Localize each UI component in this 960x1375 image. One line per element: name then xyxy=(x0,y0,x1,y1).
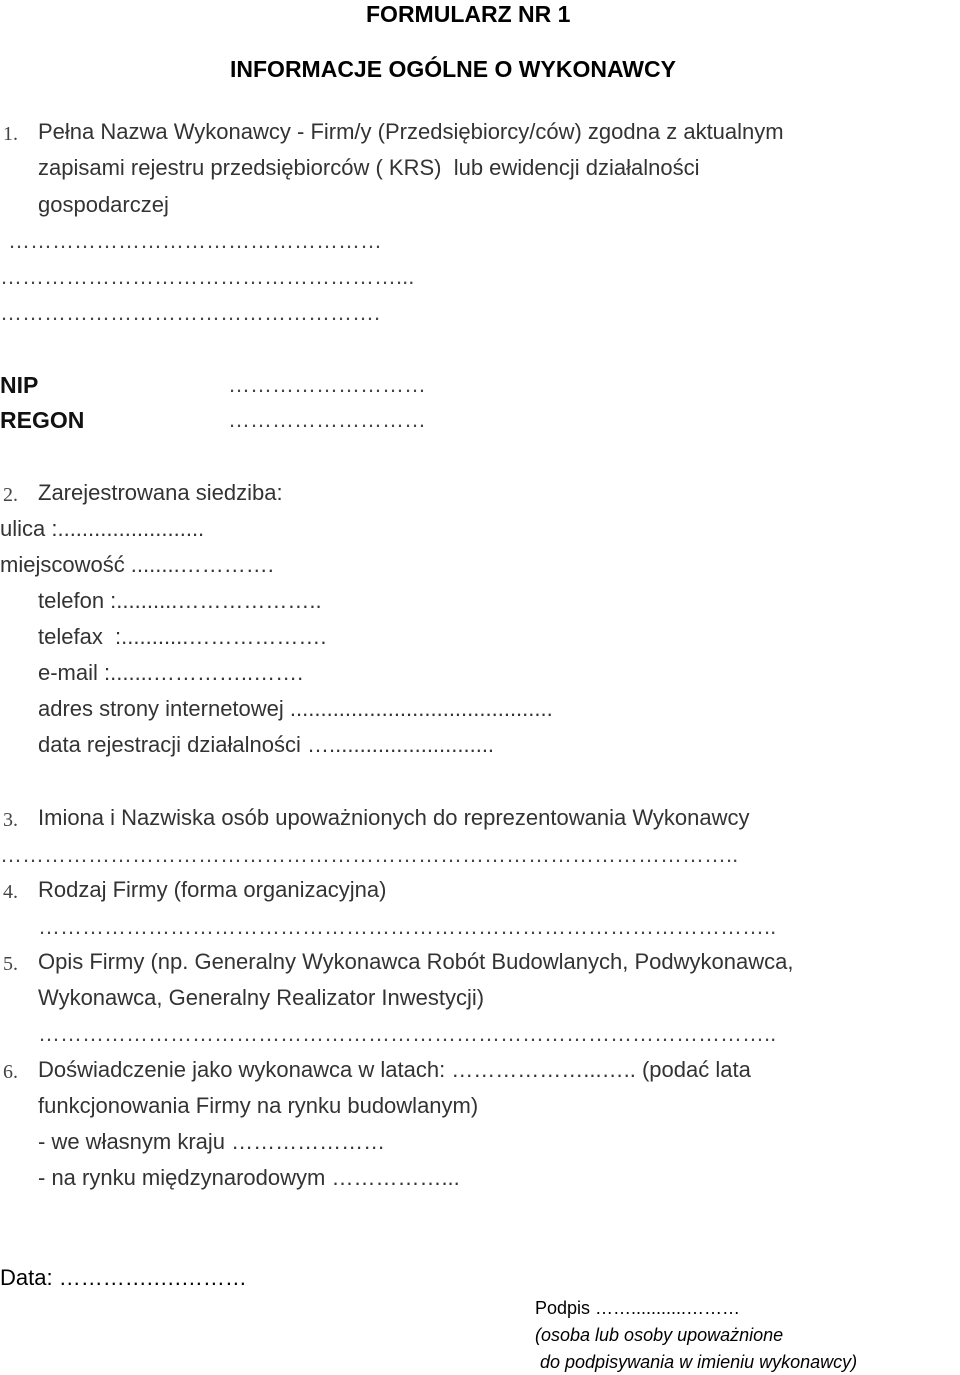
section-4-number: 4. xyxy=(3,881,18,903)
section-3-number: 3. xyxy=(3,809,18,831)
company-name-field-2[interactable]: ………………………………………………... xyxy=(0,264,415,289)
street-field[interactable]: ulica :........................ xyxy=(0,516,205,541)
international-experience-field[interactable]: - na rynku międzynarodowym ……………... xyxy=(38,1165,460,1190)
date-field[interactable]: Data: ………….….……… xyxy=(0,1265,247,1290)
section-6-number: 6. xyxy=(3,1061,18,1083)
company-name-field-1[interactable]: …………………………………………… xyxy=(8,228,382,253)
section-1-line-1: Pełna Nazwa Wykonawcy - Firm/y (Przedsiębiorcy/ców) zgodna z aktualnym xyxy=(38,119,784,144)
form-subtitle: INFORMACJE OGÓLNE O WYKONAWCY xyxy=(230,56,676,82)
nip-field[interactable]: ……………………… xyxy=(228,372,426,397)
registration-date-field[interactable]: data rejestracji działalności …........................... xyxy=(38,732,495,757)
signature-note-line-2: do podpisywania w imieniu wykonawcy) xyxy=(540,1352,858,1372)
regon-field[interactable]: ……………………… xyxy=(228,407,426,432)
section-3-title: Imiona i Nazwiska osób upoważnionych do reprezentowania Wykonawcy xyxy=(38,805,750,830)
signature-field[interactable]: Podpis ……...........……… xyxy=(535,1298,741,1318)
section-6-line-2: funkcjonowania Firmy na rynku budowlanym) xyxy=(38,1093,479,1118)
form-title: FORMULARZ NR 1 xyxy=(366,1,571,27)
regon-label: REGON xyxy=(0,407,85,433)
section-2-number: 2. xyxy=(3,484,18,506)
section-2-title: Zarejestrowana siedziba: xyxy=(38,480,283,505)
section-5-line-2: Wykonawca, Generalny Realizator Inwestycji) xyxy=(38,985,485,1010)
domestic-experience-field[interactable]: - we własnym kraju ………………… xyxy=(38,1129,386,1154)
signature-note-line-1: (osoba lub osoby upoważnione xyxy=(535,1325,784,1345)
fax-field[interactable]: telefax :...........………………. xyxy=(38,624,327,649)
phone-field[interactable]: telefon :..........……………….. xyxy=(38,588,322,613)
city-field[interactable]: miejscowość ........…………. xyxy=(0,552,274,577)
section-1-number: 1. xyxy=(3,123,18,145)
company-name-field-3[interactable]: ……………………………………………. xyxy=(0,300,381,325)
representatives-field[interactable]: ……………………………………………………………………………………….. xyxy=(0,842,739,867)
email-field[interactable]: e-mail :.......…………..……. xyxy=(38,660,304,685)
section-5-line-1: Opis Firmy (np. Generalny Wykonawca Robót Budowlanych, Podwykonawca, xyxy=(38,949,794,974)
company-description-field[interactable]: ……………………………………………………………………………………….. xyxy=(38,1021,777,1046)
section-1-line-2: zapisami rejestru przedsiębiorców ( KRS) lub ewidencji działalności xyxy=(38,155,700,180)
nip-label: NIP xyxy=(0,372,39,398)
section-6-line-1: Doświadczenie jako wykonawca w latach: ………………...….. (podać lata xyxy=(38,1057,751,1082)
section-5-number: 5. xyxy=(3,953,18,975)
company-type-field[interactable]: ……………………………………………………………………………………….. xyxy=(38,914,777,939)
section-1-line-3: gospodarczej xyxy=(38,192,169,217)
section-4-title: Rodzaj Firmy (forma organizacyjna) xyxy=(38,877,387,902)
website-field[interactable]: adres strony internetowej ........................................... xyxy=(38,696,553,721)
